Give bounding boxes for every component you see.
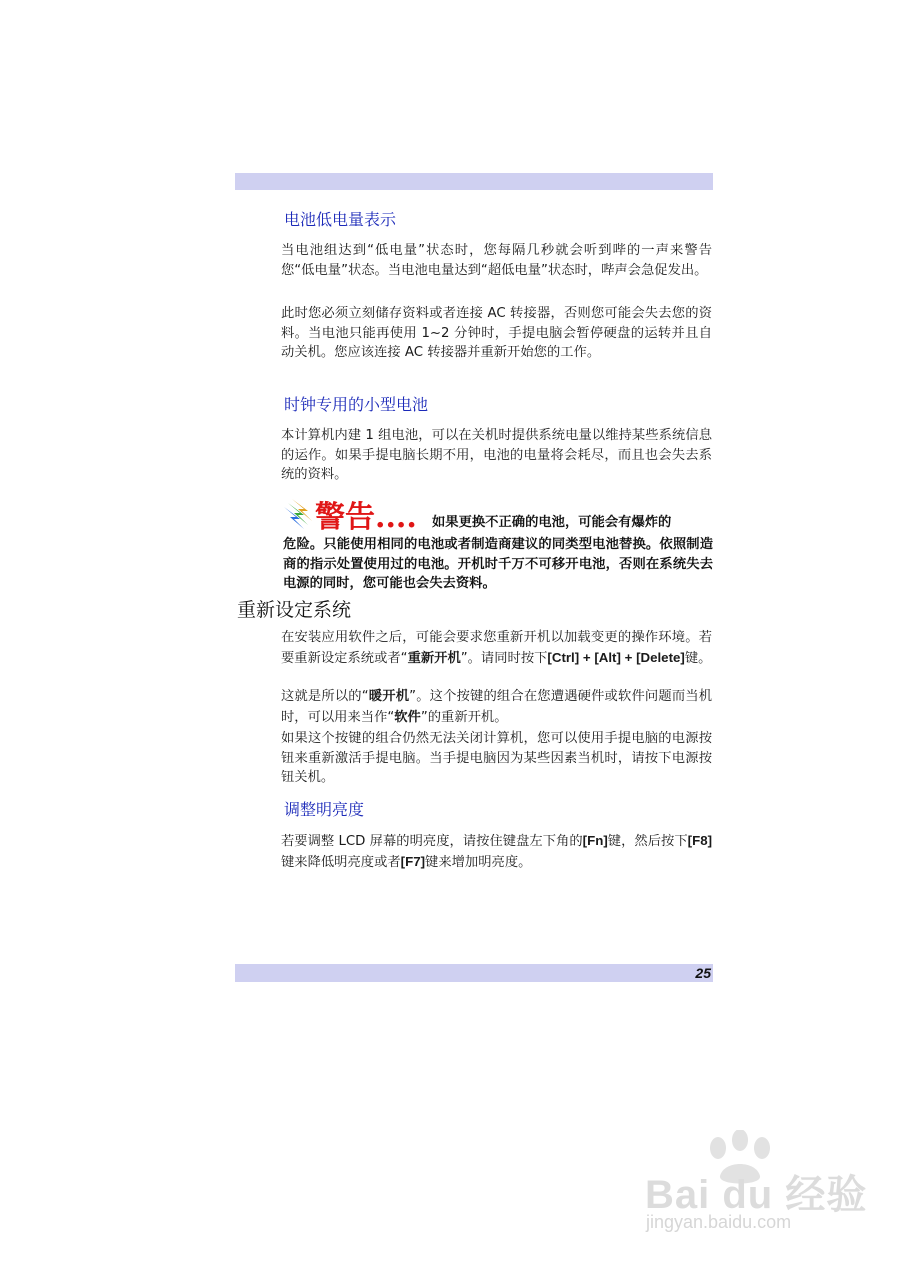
brightness-key-f7: [F7] xyxy=(400,853,426,869)
section-title-low-battery: 电池低电量表示 xyxy=(284,210,397,229)
brightness-text-c: 键，然后按下 xyxy=(607,834,688,849)
reset-p2-bold-warm-boot: 暖开机 xyxy=(368,688,410,703)
reset-p1-key-combo: [Ctrl] + [Alt] + [Delete] xyxy=(547,649,685,665)
warning-lead-text: 如果更换不正确的电池，可能会有爆炸的 xyxy=(432,515,672,530)
warning-body-text: 危险。只能使用相同的电池或者制造商建议的同类型电池替换。依照制造商的指示处置使用过的电池。开机时千万不可移开电池，否则在系统失去电源的同时，您可能也会失去资料。 xyxy=(283,537,713,591)
section-title-brightness: 调整明亮度 xyxy=(284,800,365,819)
brightness-paragraph xyxy=(281,831,712,872)
page-number: 25 xyxy=(695,965,711,981)
section-heading-reset-system: 重新设定系统 xyxy=(237,599,352,621)
reset-p2-bold-software: 软件 xyxy=(394,708,421,724)
watermark-brand: Bai du 经验 xyxy=(645,1173,868,1217)
warning-icon xyxy=(282,497,432,533)
clock-battery-paragraph: 本计算机内建 1 组电池，可以在关机时提供系统电量以维持某些系统信息的运作。如果手提电脑长期不用，电池的电量将会耗尽，而且也会失去系统的资料。 xyxy=(281,428,712,482)
low-battery-paragraph-1: 当电池组达到“低电量”状态时，您每隔几秒就会听到哔的一声来警告您“低电量”状态。当电池电量达到“超低电量”状态时，哔声会急促发出。 xyxy=(281,243,712,278)
footer-band xyxy=(235,964,713,982)
low-battery-paragraph-2: 此时您必须立刻储存资料或者连接 AC 转接器，否则您可能会失去您的资料。当电池只能再使用 1~2 分钟时，手提电脑会暂停硬盘的运转并且自动关机。您应该连接 AC 转接器并重新开始您的工作。 xyxy=(281,306,712,360)
reset-p1-bold-restart: 重新开机 xyxy=(407,649,461,665)
reset-p1-text-c: ”。请同时按下 xyxy=(460,650,548,666)
reset-p2-text-c: ”。这个按键的组合在您遭遇硬件或软件问题而当机时，可以用来当作“ xyxy=(281,689,713,725)
header-band xyxy=(235,173,713,190)
reset-p1-text-a: 在安装应用软件之后，可能会要求您重新开机以加载变更的操作环境。若要重新设定系统或者“ xyxy=(281,630,712,666)
brightness-text-e: 键来降低明亮度或者 xyxy=(281,854,401,870)
reset-p2-text-e: ”的重新开机。 xyxy=(420,709,508,725)
reset-p2-text-a: 这就是所以的“ xyxy=(281,689,369,704)
brightness-key-fn: [Fn] xyxy=(582,833,608,848)
reset-p1-text-e: 键。 xyxy=(684,650,712,666)
reset-paragraph-3: 如果这个按键的组合仍然无法关闭计算机，您可以使用手提电脑的电源按钮来重新激活手提电脑。当手提电脑因为某些因素当机时，请按下电源按钮关机。 xyxy=(281,731,712,785)
brightness-text-a: 若要调整 LCD 屏幕的明亮度，请按住键盘左下角的 xyxy=(281,834,583,849)
brightness-key-f8: [F8] xyxy=(687,833,713,848)
watermark-url: jingyan.baidu.com xyxy=(646,1212,792,1232)
reset-paragraph-2 xyxy=(281,686,712,727)
brightness-text-g: 键来增加明亮度。 xyxy=(425,854,532,870)
warning-logo-text: 警告.... xyxy=(315,500,417,533)
reset-paragraph-1 xyxy=(281,628,712,668)
section-title-clock-battery: 时钟专用的小型电池 xyxy=(284,395,429,414)
